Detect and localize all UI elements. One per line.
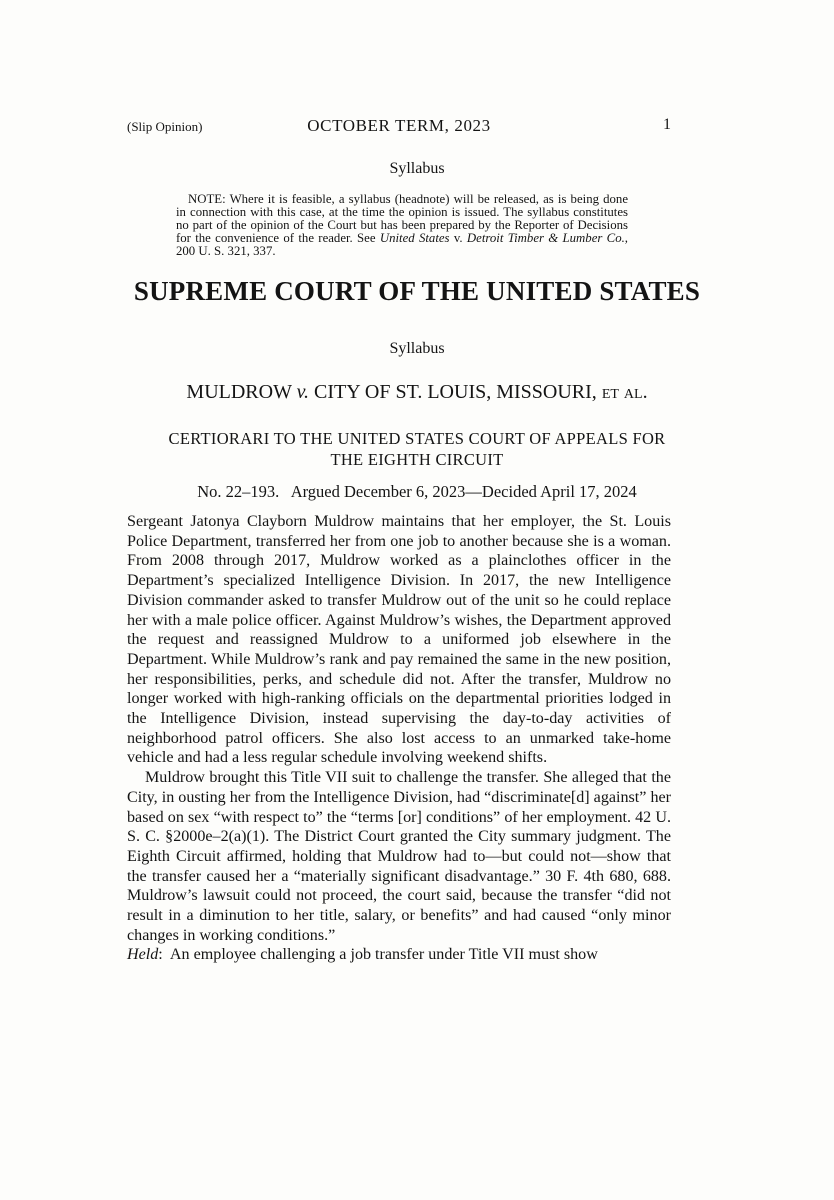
syllabus-paragraph-1: Sergeant Jatonya Clayborn Muldrow maintains that her employer, the St. Louis Police Department, transferred her from one job to another because she is a woman. From 2008 through 2017, Muldrow worked as a plainclothes officer in the Department’s specialized Intelligence Division. In 2017, the new Intelligence Division commander asked to transfer Muldrow out of the unit so he could replace her with a male police officer. Against Muldrow’s wishes, the Department approved the request and reassigned Muldrow to a uniformed job elsewhere in the Department. While Muldrow’s rank and pay remained the same in the new position, her responsibilities, perks, and schedule did not. After the transfer, Muldrow no longer worked with high-ranking officials on the departmental priorities lodged in the Intelligence Division, instead supervising the day-to-day activities of neighborhood patrol officers. She also lost access to an unmarked take-home vehicle and had a less regular schedule involving weekend shifts. bbox=[127, 513, 671, 767]
note-cite-v: v. bbox=[449, 231, 467, 245]
held-text: : An employee challenging a job transfer under Title VII must show bbox=[158, 946, 598, 964]
note-cite-after: 200 U. S. 321, 337. bbox=[176, 244, 276, 258]
syllabus-heading-2: Syllabus bbox=[389, 340, 445, 357]
note-text: NOTE: Where it is feasible, a syllabus (headnote) will be released, as is being done in connection with this case, at the time the opinion is issued. The syllabus constitutes no part of the opinion of the Court but has been prepared by the Reporter of Decisions for the convenience of the reader. See bbox=[176, 192, 628, 245]
syllabus-paragraph-2: Muldrow brought this Title VII suit to challenge the transfer. She alleged that the City, in ousting her from the Intelligence Division, had “discriminate[d] against” her based on sex “with respect to” the “terms [or] conditions” of her employment. 42 U. S. C. §2000e–2(a)(1). The District Court granted the City summary judgment. The Eighth Circuit affirmed, holding that Muldrow had to—but could not—show that the transfer caused her a “materially significant disadvantage.” 30 F. 4th 680, 688. Muldrow’s lawsuit could not proceed, the court said, because the transfer “did not result in a diminution to her title, salary, or benefits” and had caused “only minor changes in working conditions.” bbox=[127, 769, 671, 944]
note-cite-party2: Detroit Timber & Lumber Co., bbox=[466, 231, 628, 245]
headnote-notice bbox=[176, 193, 628, 258]
case-caption bbox=[0, 381, 834, 404]
docket-line: No. 22–193. Argued December 6, 2023—Decided April 17, 2024 bbox=[197, 482, 637, 501]
syllabus-heading: Syllabus bbox=[389, 160, 445, 177]
slip-opinion-label: (Slip Opinion) bbox=[127, 119, 203, 134]
certiorari-line-1: CERTIORARI TO THE UNITED STATES COURT OF APPEALS FOR bbox=[168, 429, 666, 448]
held-label: Held bbox=[127, 946, 159, 964]
note-cite-party1: United States bbox=[379, 231, 450, 245]
certiorari-line-2: THE EIGHTH CIRCUIT bbox=[330, 450, 504, 469]
page-number: 1 bbox=[663, 116, 671, 133]
certiorari-heading bbox=[127, 428, 707, 470]
running-header bbox=[127, 116, 671, 140]
case-v: v. bbox=[296, 381, 309, 403]
court-name: SUPREME COURT OF THE UNITED STATES bbox=[133, 276, 701, 306]
case-party1: MULDROW bbox=[186, 381, 292, 403]
syllabus-body bbox=[127, 512, 671, 965]
case-party2: CITY OF ST. LOUIS, MISSOURI, bbox=[314, 381, 597, 403]
held-paragraph bbox=[127, 945, 671, 965]
term-heading: OCTOBER TERM, 2023 bbox=[307, 116, 491, 135]
case-etal: et al. bbox=[601, 381, 648, 403]
